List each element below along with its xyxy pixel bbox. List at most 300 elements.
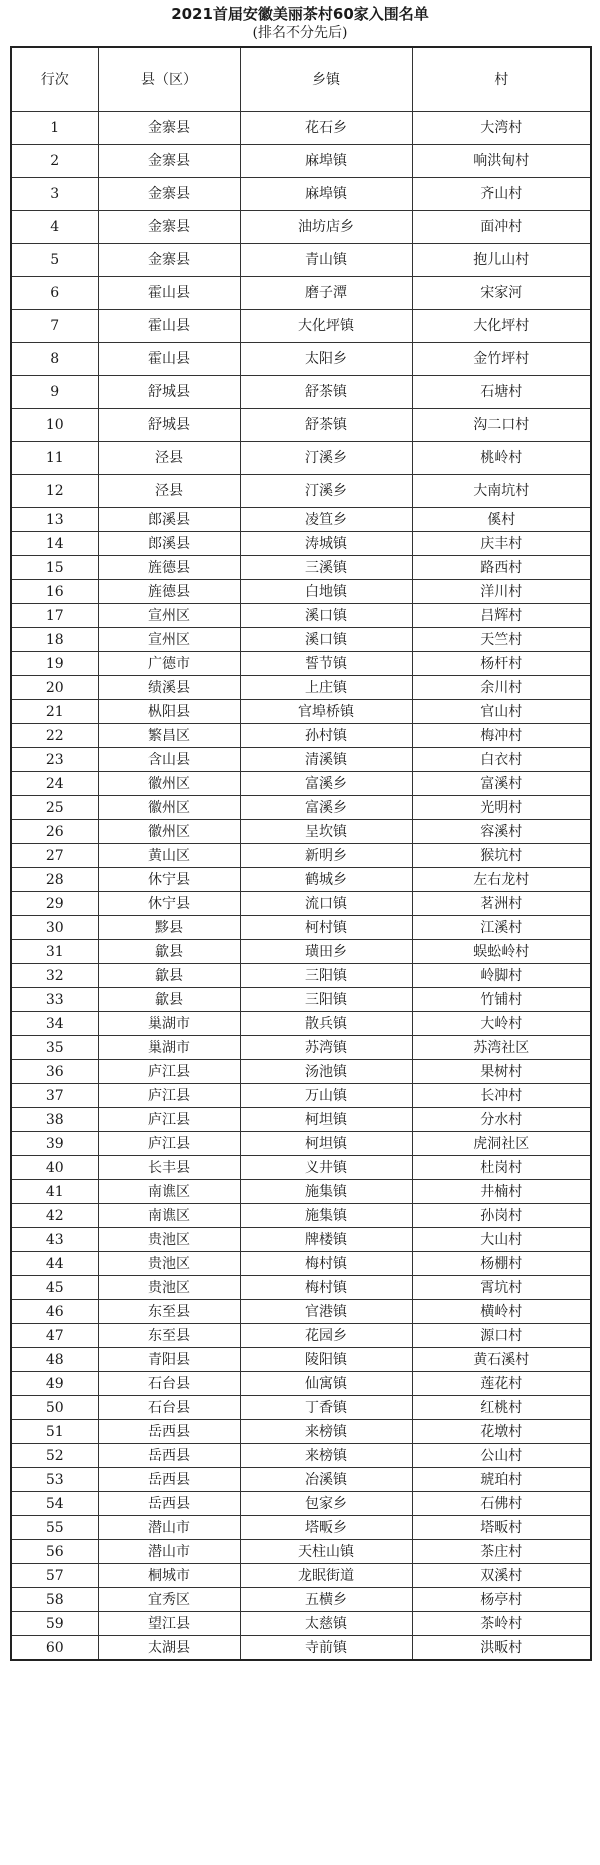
cell-rank: 29	[11, 892, 98, 916]
table-row	[11, 748, 591, 772]
cell-county: 旌德县	[98, 580, 240, 604]
cell-township: 清溪镇	[240, 748, 412, 772]
page-title: 2021首届安徽美丽茶村60家入围名单	[171, 5, 429, 23]
cell-county: 东至县	[98, 1324, 240, 1348]
table-row	[11, 475, 591, 508]
table-row	[11, 580, 591, 604]
table-row	[11, 844, 591, 868]
cell-township: 磨子潭	[240, 277, 412, 310]
cell-township: 柯村镇	[240, 916, 412, 940]
cell-county: 泾县	[98, 442, 240, 475]
cell-county: 桐城市	[98, 1564, 240, 1588]
cell-county: 青阳县	[98, 1348, 240, 1372]
cell-rank: 11	[11, 442, 98, 475]
cell-village: 杨棚村	[412, 1252, 591, 1276]
cell-township: 誓节镇	[240, 652, 412, 676]
cell-township: 油坊店乡	[240, 211, 412, 244]
table-row	[11, 508, 591, 532]
cell-county: 南谯区	[98, 1180, 240, 1204]
cell-county: 贵池区	[98, 1252, 240, 1276]
cell-rank: 15	[11, 556, 98, 580]
table-row	[11, 1324, 591, 1348]
table-row	[11, 940, 591, 964]
cell-village: 石塘村	[412, 376, 591, 409]
cell-village: 横岭村	[412, 1300, 591, 1324]
cell-county: 休宁县	[98, 892, 240, 916]
cell-village: 宋家河	[412, 277, 591, 310]
table-row	[11, 724, 591, 748]
cell-county: 金寨县	[98, 244, 240, 277]
cell-village: 大化坪村	[412, 310, 591, 343]
cell-township: 舒茶镇	[240, 409, 412, 442]
cell-village: 天竺村	[412, 628, 591, 652]
cell-county: 旌德县	[98, 556, 240, 580]
cell-village: 虎洞社区	[412, 1132, 591, 1156]
table-row	[11, 376, 591, 409]
cell-county: 望江县	[98, 1612, 240, 1636]
cell-county: 金寨县	[98, 178, 240, 211]
cell-township: 孙村镇	[240, 724, 412, 748]
table-row	[11, 532, 591, 556]
table-row	[11, 1420, 591, 1444]
table-row	[11, 1108, 591, 1132]
cell-county: 庐江县	[98, 1108, 240, 1132]
cell-township: 官港镇	[240, 1300, 412, 1324]
cell-township: 舒茶镇	[240, 376, 412, 409]
cell-county: 徽州区	[98, 820, 240, 844]
table-row	[11, 988, 591, 1012]
table-row	[11, 1636, 591, 1661]
cell-rank: 41	[11, 1180, 98, 1204]
cell-county: 东至县	[98, 1300, 240, 1324]
cell-township: 寺前镇	[240, 1636, 412, 1661]
table-row	[11, 112, 591, 145]
cell-village: 石佛村	[412, 1492, 591, 1516]
cell-rank: 40	[11, 1156, 98, 1180]
cell-county: 巢湖市	[98, 1036, 240, 1060]
cell-rank: 23	[11, 748, 98, 772]
cell-rank: 7	[11, 310, 98, 343]
cell-rank: 54	[11, 1492, 98, 1516]
cell-county: 金寨县	[98, 112, 240, 145]
cell-township: 汤池镇	[240, 1060, 412, 1084]
cell-county: 贵池区	[98, 1228, 240, 1252]
cell-county: 休宁县	[98, 868, 240, 892]
table-row	[11, 1468, 591, 1492]
cell-village: 洋川村	[412, 580, 591, 604]
cell-county: 宣州区	[98, 604, 240, 628]
cell-township: 太阳乡	[240, 343, 412, 376]
cell-village: 杜岗村	[412, 1156, 591, 1180]
cell-village: 红桃村	[412, 1396, 591, 1420]
cell-village: 官山村	[412, 700, 591, 724]
cell-rank: 6	[11, 277, 98, 310]
cell-township: 麻埠镇	[240, 145, 412, 178]
cell-township: 天柱山镇	[240, 1540, 412, 1564]
cell-rank: 12	[11, 475, 98, 508]
cell-township: 苏湾镇	[240, 1036, 412, 1060]
cell-township: 流口镇	[240, 892, 412, 916]
header-rank: 行次	[11, 47, 98, 112]
cell-rank: 33	[11, 988, 98, 1012]
table-row	[11, 1228, 591, 1252]
cell-village: 容溪村	[412, 820, 591, 844]
cell-township: 来榜镇	[240, 1420, 412, 1444]
cell-rank: 44	[11, 1252, 98, 1276]
table-row	[11, 1276, 591, 1300]
cell-county: 宜秀区	[98, 1588, 240, 1612]
cell-township: 富溪乡	[240, 772, 412, 796]
cell-county: 广德市	[98, 652, 240, 676]
cell-county: 歙县	[98, 988, 240, 1012]
table-row	[11, 409, 591, 442]
cell-rank: 35	[11, 1036, 98, 1060]
cell-township: 五横乡	[240, 1588, 412, 1612]
cell-township: 上庄镇	[240, 676, 412, 700]
table-row	[11, 1132, 591, 1156]
cell-village: 大南坑村	[412, 475, 591, 508]
cell-township: 来榜镇	[240, 1444, 412, 1468]
cell-rank: 16	[11, 580, 98, 604]
cell-rank: 52	[11, 1444, 98, 1468]
cell-county: 石台县	[98, 1396, 240, 1420]
cell-county: 宣州区	[98, 628, 240, 652]
cell-village: 富溪村	[412, 772, 591, 796]
cell-county: 太湖县	[98, 1636, 240, 1661]
table-row	[11, 1084, 591, 1108]
cell-rank: 13	[11, 508, 98, 532]
cell-rank: 45	[11, 1276, 98, 1300]
cell-village: 霄坑村	[412, 1276, 591, 1300]
cell-rank: 49	[11, 1372, 98, 1396]
cell-village: 长冲村	[412, 1084, 591, 1108]
cell-county: 舒城县	[98, 409, 240, 442]
table-row	[11, 964, 591, 988]
cell-county: 黟县	[98, 916, 240, 940]
cell-township: 大化坪镇	[240, 310, 412, 343]
cell-rank: 34	[11, 1012, 98, 1036]
cell-village: 江溪村	[412, 916, 591, 940]
cell-village: 茶庄村	[412, 1540, 591, 1564]
cell-village: 源口村	[412, 1324, 591, 1348]
cell-township: 三阳镇	[240, 988, 412, 1012]
cell-rank: 59	[11, 1612, 98, 1636]
cell-village: 光明村	[412, 796, 591, 820]
table-row	[11, 604, 591, 628]
cell-rank: 9	[11, 376, 98, 409]
cell-rank: 53	[11, 1468, 98, 1492]
cell-township: 散兵镇	[240, 1012, 412, 1036]
cell-county: 庐江县	[98, 1132, 240, 1156]
cell-village: 抱儿山村	[412, 244, 591, 277]
cell-county: 徽州区	[98, 772, 240, 796]
cell-village: 庆丰村	[412, 532, 591, 556]
cell-village: 莲花村	[412, 1372, 591, 1396]
page-subtitle: (排名不分先后)	[252, 25, 348, 41]
table-row	[11, 796, 591, 820]
cell-rank: 43	[11, 1228, 98, 1252]
cell-county: 霍山县	[98, 310, 240, 343]
table-row	[11, 700, 591, 724]
cell-rank: 20	[11, 676, 98, 700]
cell-county: 潜山市	[98, 1540, 240, 1564]
cell-rank: 2	[11, 145, 98, 178]
cell-village: 大岭村	[412, 1012, 591, 1036]
cell-village: 公山村	[412, 1444, 591, 1468]
cell-county: 巢湖市	[98, 1012, 240, 1036]
cell-rank: 1	[11, 112, 98, 145]
cell-village: 琥珀村	[412, 1468, 591, 1492]
cell-rank: 37	[11, 1084, 98, 1108]
table-row	[11, 628, 591, 652]
table-row	[11, 1204, 591, 1228]
table-row	[11, 442, 591, 475]
cell-county: 枞阳县	[98, 700, 240, 724]
cell-village: 余川村	[412, 676, 591, 700]
cell-village: 果树村	[412, 1060, 591, 1084]
cell-rank: 26	[11, 820, 98, 844]
cell-village: 猴坑村	[412, 844, 591, 868]
table-row	[11, 676, 591, 700]
table-header-row	[11, 47, 591, 112]
cell-township: 丁香镇	[240, 1396, 412, 1420]
table-row	[11, 1060, 591, 1084]
cell-village: 傒村	[412, 508, 591, 532]
header-township: 乡镇	[240, 47, 412, 112]
cell-county: 岳西县	[98, 1420, 240, 1444]
cell-village: 杨亭村	[412, 1588, 591, 1612]
cell-county: 南谯区	[98, 1204, 240, 1228]
table-row	[11, 892, 591, 916]
cell-rank: 38	[11, 1108, 98, 1132]
cell-township: 塔畈乡	[240, 1516, 412, 1540]
table-row	[11, 1444, 591, 1468]
cell-township: 花石乡	[240, 112, 412, 145]
table-row	[11, 1180, 591, 1204]
cell-township: 青山镇	[240, 244, 412, 277]
cell-village: 黄石溪村	[412, 1348, 591, 1372]
cell-rank: 28	[11, 868, 98, 892]
cell-county: 霍山县	[98, 343, 240, 376]
cell-village: 杨杆村	[412, 652, 591, 676]
cell-county: 金寨县	[98, 145, 240, 178]
cell-township: 仙寓镇	[240, 1372, 412, 1396]
cell-rank: 36	[11, 1060, 98, 1084]
table-row	[11, 1300, 591, 1324]
table-row	[11, 310, 591, 343]
cell-township: 龙眠街道	[240, 1564, 412, 1588]
cell-county: 岳西县	[98, 1468, 240, 1492]
cell-rank: 55	[11, 1516, 98, 1540]
cell-township: 花园乡	[240, 1324, 412, 1348]
cell-rank: 31	[11, 940, 98, 964]
cell-rank: 25	[11, 796, 98, 820]
cell-rank: 51	[11, 1420, 98, 1444]
cell-township: 呈坎镇	[240, 820, 412, 844]
cell-township: 陵阳镇	[240, 1348, 412, 1372]
table-row	[11, 916, 591, 940]
cell-rank: 4	[11, 211, 98, 244]
cell-county: 岳西县	[98, 1444, 240, 1468]
table-row	[11, 772, 591, 796]
cell-county: 潜山市	[98, 1516, 240, 1540]
cell-township: 三溪镇	[240, 556, 412, 580]
cell-village: 塔畈村	[412, 1516, 591, 1540]
table-row	[11, 145, 591, 178]
table-row	[11, 1252, 591, 1276]
cell-township: 鹤城乡	[240, 868, 412, 892]
cell-township: 施集镇	[240, 1180, 412, 1204]
table-row	[11, 178, 591, 211]
cell-township: 官埠桥镇	[240, 700, 412, 724]
cell-village: 大山村	[412, 1228, 591, 1252]
table-row	[11, 277, 591, 310]
table-row	[11, 1492, 591, 1516]
cell-township: 梅村镇	[240, 1252, 412, 1276]
cell-county: 舒城县	[98, 376, 240, 409]
cell-county: 庐江县	[98, 1060, 240, 1084]
cell-rank: 5	[11, 244, 98, 277]
table-row	[11, 1540, 591, 1564]
table-row	[11, 1612, 591, 1636]
cell-county: 金寨县	[98, 211, 240, 244]
cell-rank: 22	[11, 724, 98, 748]
cell-village: 吕辉村	[412, 604, 591, 628]
cell-county: 歙县	[98, 940, 240, 964]
cell-county: 含山县	[98, 748, 240, 772]
cell-rank: 14	[11, 532, 98, 556]
cell-township: 梅村镇	[240, 1276, 412, 1300]
cell-village: 分水村	[412, 1108, 591, 1132]
cell-township: 万山镇	[240, 1084, 412, 1108]
cell-township: 麻埠镇	[240, 178, 412, 211]
cell-village: 洪畈村	[412, 1636, 591, 1661]
cell-village: 花墩村	[412, 1420, 591, 1444]
cell-village: 沟二口村	[412, 409, 591, 442]
cell-rank: 18	[11, 628, 98, 652]
cell-township: 汀溪乡	[240, 442, 412, 475]
nominee-table	[10, 46, 592, 1661]
cell-county: 霍山县	[98, 277, 240, 310]
cell-village: 茶岭村	[412, 1612, 591, 1636]
table-row	[11, 820, 591, 844]
cell-county: 长丰县	[98, 1156, 240, 1180]
table-row	[11, 211, 591, 244]
cell-county: 岳西县	[98, 1492, 240, 1516]
cell-village: 金竹坪村	[412, 343, 591, 376]
cell-rank: 60	[11, 1636, 98, 1661]
cell-village: 齐山村	[412, 178, 591, 211]
cell-rank: 32	[11, 964, 98, 988]
cell-rank: 19	[11, 652, 98, 676]
cell-rank: 58	[11, 1588, 98, 1612]
cell-county: 歙县	[98, 964, 240, 988]
cell-village: 岭脚村	[412, 964, 591, 988]
cell-township: 冶溪镇	[240, 1468, 412, 1492]
cell-rank: 17	[11, 604, 98, 628]
cell-county: 石台县	[98, 1372, 240, 1396]
table-row	[11, 1036, 591, 1060]
table-row	[11, 1372, 591, 1396]
table-row	[11, 556, 591, 580]
cell-township: 璜田乡	[240, 940, 412, 964]
table-row	[11, 244, 591, 277]
table-row	[11, 652, 591, 676]
cell-township: 凌笪乡	[240, 508, 412, 532]
cell-rank: 56	[11, 1540, 98, 1564]
cell-township: 柯坦镇	[240, 1132, 412, 1156]
cell-village: 桃岭村	[412, 442, 591, 475]
cell-village: 茗洲村	[412, 892, 591, 916]
cell-village: 梅冲村	[412, 724, 591, 748]
cell-village: 蜈蚣岭村	[412, 940, 591, 964]
table-row	[11, 1012, 591, 1036]
cell-township: 涛城镇	[240, 532, 412, 556]
table-row	[11, 1396, 591, 1420]
table-row	[11, 868, 591, 892]
cell-rank: 21	[11, 700, 98, 724]
table-row	[11, 1156, 591, 1180]
cell-rank: 50	[11, 1396, 98, 1420]
cell-county: 贵池区	[98, 1276, 240, 1300]
cell-rank: 8	[11, 343, 98, 376]
cell-rank: 10	[11, 409, 98, 442]
header-village: 村	[412, 47, 591, 112]
cell-village: 响洪甸村	[412, 145, 591, 178]
cell-rank: 47	[11, 1324, 98, 1348]
cell-rank: 42	[11, 1204, 98, 1228]
cell-rank: 3	[11, 178, 98, 211]
cell-village: 面冲村	[412, 211, 591, 244]
cell-township: 新明乡	[240, 844, 412, 868]
cell-village: 苏湾社区	[412, 1036, 591, 1060]
table-row	[11, 1588, 591, 1612]
table-row	[11, 1564, 591, 1588]
cell-township: 太慈镇	[240, 1612, 412, 1636]
table-body	[11, 112, 591, 1661]
cell-rank: 46	[11, 1300, 98, 1324]
cell-county: 徽州区	[98, 796, 240, 820]
cell-township: 义井镇	[240, 1156, 412, 1180]
cell-village: 白衣村	[412, 748, 591, 772]
table-row	[11, 343, 591, 376]
cell-rank: 39	[11, 1132, 98, 1156]
cell-township: 三阳镇	[240, 964, 412, 988]
cell-village: 井楠村	[412, 1180, 591, 1204]
cell-village: 路西村	[412, 556, 591, 580]
cell-township: 包家乡	[240, 1492, 412, 1516]
cell-township: 牌楼镇	[240, 1228, 412, 1252]
cell-rank: 57	[11, 1564, 98, 1588]
cell-village: 双溪村	[412, 1564, 591, 1588]
cell-county: 泾县	[98, 475, 240, 508]
cell-township: 柯坦镇	[240, 1108, 412, 1132]
table-row	[11, 1516, 591, 1540]
cell-township: 施集镇	[240, 1204, 412, 1228]
cell-county: 黄山区	[98, 844, 240, 868]
cell-village: 左右龙村	[412, 868, 591, 892]
cell-township: 白地镇	[240, 580, 412, 604]
cell-county: 郎溪县	[98, 532, 240, 556]
cell-county: 繁昌区	[98, 724, 240, 748]
cell-village: 孙岗村	[412, 1204, 591, 1228]
cell-township: 汀溪乡	[240, 475, 412, 508]
cell-township: 溪口镇	[240, 628, 412, 652]
header-county: 县（区）	[98, 47, 240, 112]
cell-county: 庐江县	[98, 1084, 240, 1108]
cell-county: 郎溪县	[98, 508, 240, 532]
cell-village: 大湾村	[412, 112, 591, 145]
